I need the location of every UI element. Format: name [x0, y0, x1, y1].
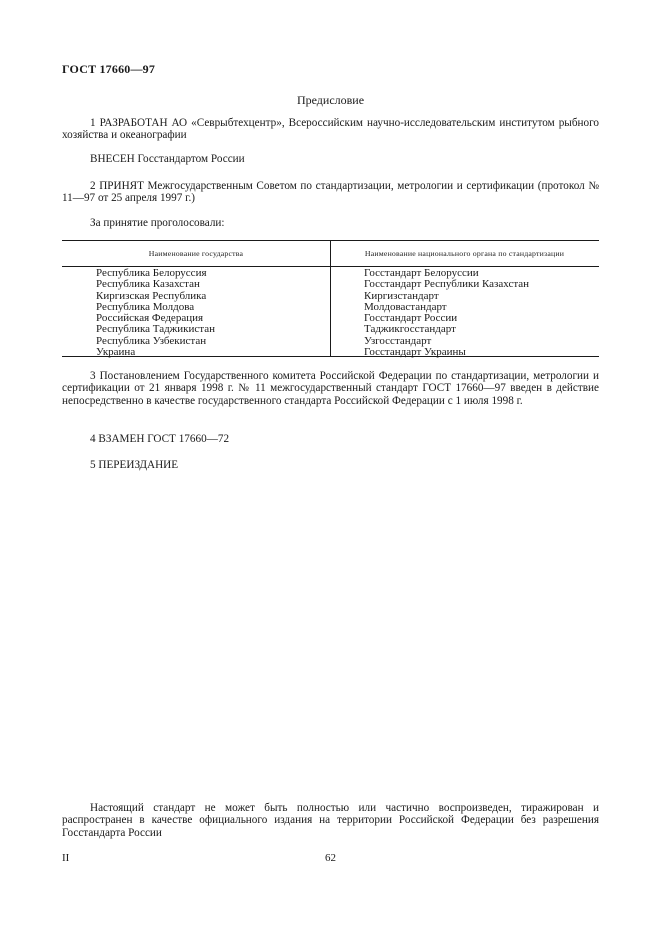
paragraph-reissue [62, 459, 599, 471]
table-header-body: Наименование национального органа по стандартизации [330, 241, 599, 267]
table-cell-body: Госстандарт Белоруссии [364, 267, 479, 279]
table-cell-state: Республика Узбекистан [96, 334, 207, 347]
paragraph-introduced [62, 153, 599, 165]
table-header-state: Наименование государства [62, 241, 330, 267]
page-number: 62 [325, 852, 336, 864]
table-cell-state: Украина [96, 346, 136, 359]
table-cell-body: Госстандарт Украины [364, 346, 466, 359]
table-cell-body: Таджикгосстандарт [364, 323, 456, 336]
table-column-states [96, 268, 215, 358]
table-cell-body: Узгосстандарт [364, 334, 432, 347]
paragraph-copyright-text: Настоящий стандарт не может быть полностью или частично воспроизведен, тиражирован и распространен в качестве официального издания на территории Российской Федерации без разрешения Госстандарта России [62, 802, 599, 839]
voting-table [62, 240, 599, 357]
paragraph-replaces [62, 433, 599, 445]
paragraph-adopted [62, 180, 599, 205]
table-cell-body: Киргизстандарт [364, 289, 439, 302]
paragraph-reissue-text: 5 ПЕРЕИЗДАНИЕ [90, 459, 179, 471]
table-cell-body: Госстандарт Республики Казахстан [364, 278, 530, 291]
table-cell-state: Российская Федерация [96, 312, 204, 325]
table-column-bodies [364, 268, 529, 358]
paragraph-voted-text: За принятие проголосовали: [90, 217, 225, 229]
paragraph-voted [62, 217, 599, 229]
paragraph-resolution [62, 370, 599, 407]
table-cell-state: Республика Молдова [96, 300, 195, 313]
paragraph-developed [62, 117, 599, 142]
preface-title: Предисловие [296, 93, 365, 107]
paragraph-copyright [62, 802, 599, 839]
paragraph-adopted-text: 2 ПРИНЯТ Межгосударственным Советом по стандартизации, метрологии и сертификации (протокол № 11—97 от 25 апреля 1997 г.) [62, 180, 599, 205]
table-cell-body: Молдовастандарт [364, 300, 447, 313]
paragraph-introduced-text: ВНЕСЕН Госстандартом России [90, 153, 245, 165]
table-cell-state: Республика Казахстан [96, 278, 200, 291]
table-cell-state: Республика Таджикистан [96, 323, 215, 336]
paragraph-developed-text: 1 РАЗРАБОТАН АО «Севрыбтехцентр», Всероссийским научно-исследовательским институтом рыбного хозяйства и океанографии [62, 117, 599, 142]
paragraph-replaces-text: 4 ВЗАМЕН ГОСТ 17660—72 [90, 433, 230, 445]
table-cell-body: Госстандарт России [364, 312, 458, 325]
standard-code-header: ГОСТ 17660—97 [62, 62, 156, 76]
table-divider [330, 241, 331, 356]
table-cell-state: Киргизская Республика [96, 289, 207, 302]
table-cell-state: Республика Белоруссия [96, 267, 207, 279]
footer-section-mark: II [62, 852, 70, 864]
paragraph-resolution-text: 3 Постановлением Государственного комитета Российской Федерации по стандартизации, метрологии и сертификации от 21 января 1998 г. № 11 межгосударственный стандарт ГОСТ 17660—97 введен в действие непосредственно в качестве государственного стандарта Российской Федерации с 1 июля 1998 г. [62, 370, 599, 407]
